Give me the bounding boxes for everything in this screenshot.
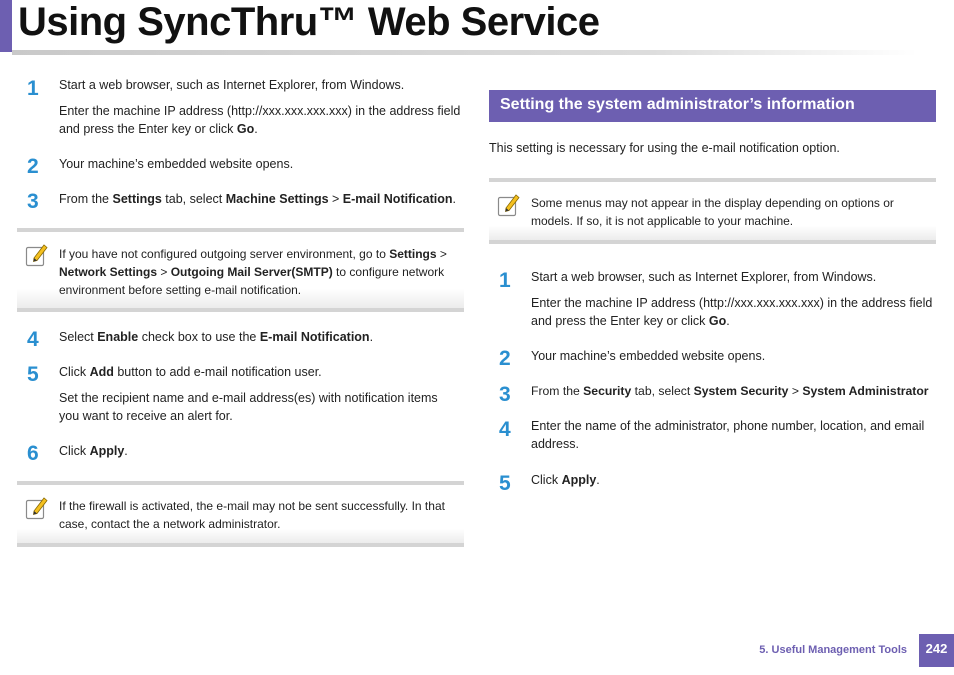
- step-text: Your machine’s embedded website opens.: [531, 349, 766, 363]
- step-text: [59, 76, 464, 138]
- step-text: Click Add button to add e-mail notification user. Set the recipient name and e-mail address(es) with notification items you want to receive an alert for.: [59, 363, 459, 425]
- step-text: Select Enable check box to use the E-mail Notification.: [59, 330, 374, 344]
- step-number: 6: [27, 442, 39, 465]
- note-box: [17, 228, 464, 312]
- step-number: 1: [27, 77, 39, 100]
- note-box: [17, 481, 464, 547]
- step-number: 5: [499, 472, 511, 495]
- footer-chapter: 5. Useful Management Tools: [759, 644, 907, 656]
- note-pencil-icon: [497, 192, 521, 218]
- step-text: Enter the name of the administrator, phone number, location, and email address.: [531, 419, 925, 451]
- step-extra: Enter the machine IP address (http://xxx.xxx.xxx.xxx) in the address field and press the Enter key or click Go.: [59, 104, 461, 136]
- step-text: Start a web browser, such as Internet Explorer, from Windows. Enter the machine IP address (http://xxx.xxx.xxx.xxx) in the address field and press the Enter key or click Go.: [531, 268, 936, 330]
- step-line: Start a web browser, such as Internet Explorer, from Windows.: [59, 78, 405, 92]
- step-number: 3: [499, 383, 511, 406]
- title-divider: [12, 50, 917, 55]
- section-title: Setting the system administrator’s information: [489, 90, 936, 122]
- step-text: Click Apply.: [531, 473, 600, 487]
- step-number: 3: [27, 190, 39, 213]
- note-text: Some menus may not appear in the display depending on options or models. If so, it is not applicable to your machine.: [531, 196, 894, 228]
- step-number: 1: [499, 269, 511, 292]
- step-number: 2: [499, 347, 511, 370]
- step-text: Your machine’s embedded website opens.: [59, 157, 294, 171]
- note-pencil-icon: [25, 495, 49, 521]
- page-title: Using SyncThru™ Web Service: [18, 0, 600, 44]
- section-intro: This setting is necessary for using the e-mail notification option.: [489, 141, 840, 155]
- step-text: Click Apply.: [59, 444, 128, 458]
- note-text: If the firewall is activated, the e-mail may not be sent successfully. In that case, contact the a network administrator.: [59, 499, 445, 531]
- note-text: If you have not configured outgoing server environment, go to Settings > Network Settings > Outgoing Mail Server(SMTP) to configure network environment before setting e-mail notification.: [59, 247, 447, 297]
- step-number: 2: [27, 155, 39, 178]
- note-box: [489, 178, 936, 244]
- header-accent-bar: [0, 0, 12, 52]
- step-extra: Enter the machine IP address (http://xxx.xxx.xxx.xxx) in the address field and press the Enter key or click Go.: [531, 296, 933, 328]
- step-text: From the Security tab, select System Security > System Administrator: [531, 384, 929, 398]
- note-pencil-icon: [25, 242, 49, 268]
- page-number: 242: [919, 634, 954, 667]
- step-number: 5: [27, 363, 39, 386]
- step-number: 4: [499, 418, 511, 441]
- step-text: From the Settings tab, select Machine Settings > E-mail Notification.: [59, 192, 457, 206]
- step-number: 4: [27, 328, 39, 351]
- step-extra: Set the recipient name and e-mail address(es) with notification items you want to receive an alert for.: [59, 391, 438, 423]
